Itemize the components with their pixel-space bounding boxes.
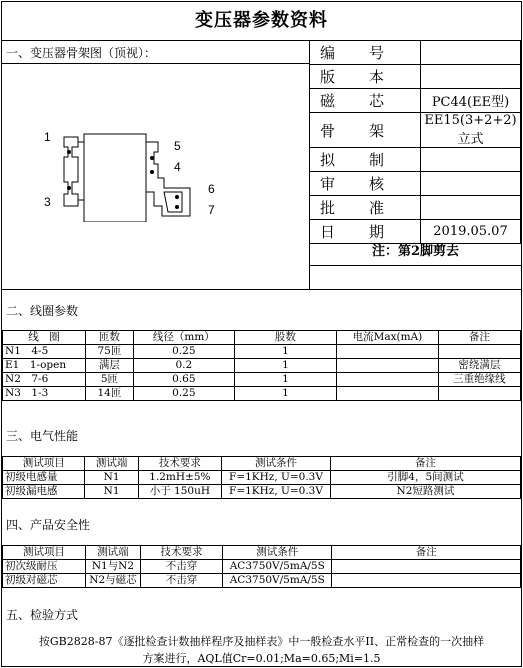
table-cell: N3 1-3	[3, 387, 86, 401]
info-key: 编号	[310, 41, 421, 65]
info-row	[310, 89, 521, 113]
section-5-heading: 五、检验方式	[6, 608, 79, 622]
table-row	[3, 560, 521, 574]
document-title: 变压器参数资料	[2, 2, 521, 41]
column-header: 股数	[234, 331, 336, 345]
info-row	[310, 172, 521, 196]
divider	[2, 63, 309, 64]
pin-label-5: 5	[174, 139, 181, 153]
table-row	[3, 574, 521, 588]
table-cell: N1	[85, 485, 138, 499]
info-value	[421, 172, 521, 196]
coil-table	[2, 330, 521, 401]
section-2-heading: 二、线圈参数	[6, 304, 79, 318]
column-header: 测试端	[86, 546, 141, 560]
table-cell: N1与N2	[86, 560, 141, 574]
table-cell: N1 4-5	[3, 345, 86, 359]
table-header-row	[3, 546, 521, 560]
column-header: 测试条件	[222, 457, 331, 471]
table-cell	[337, 387, 439, 401]
divider	[2, 289, 521, 290]
table-cell	[337, 373, 439, 387]
info-key: 日期	[310, 220, 421, 244]
table-cell: N2与磁芯	[86, 574, 141, 588]
footer-line-2: 方案进行，AQL值Cr=0.01;Ma=0.65;Mi=1.5	[142, 652, 381, 665]
table-cell: 75匝	[86, 345, 134, 359]
pin-label-6: 6	[208, 182, 215, 196]
table-cell	[438, 345, 520, 359]
table-row	[3, 471, 521, 485]
electrical-table	[2, 456, 521, 499]
table-cell	[438, 387, 520, 401]
info-value: EE15(3+2+2)立式	[421, 113, 521, 148]
column-header: 测试项目	[3, 457, 85, 471]
info-row	[310, 65, 521, 89]
column-header: 备注	[332, 546, 521, 560]
table-cell	[332, 574, 521, 588]
table-cell: 初级电感量	[3, 471, 85, 485]
table-cell: 0.2	[133, 359, 234, 373]
table-cell: AC3750V/5mA/5S	[223, 560, 332, 574]
info-row	[310, 113, 521, 148]
table-cell: E1 1-open	[3, 359, 86, 373]
table-cell: 1.2mH±5%	[138, 471, 221, 485]
info-key: 磁芯	[310, 89, 421, 113]
info-row	[310, 196, 521, 220]
table-cell: 引脚4，5间测试	[330, 471, 520, 485]
divider	[309, 265, 521, 266]
table-cell	[337, 359, 439, 373]
table-cell: 初级漏电感	[3, 485, 85, 499]
column-header: 匝数	[86, 331, 134, 345]
info-value: 2019.05.07	[421, 220, 521, 244]
table-cell: 14匝	[86, 387, 134, 401]
table-cell: 满层	[86, 359, 134, 373]
table-cell: 1	[234, 387, 336, 401]
pin-label-3: 3	[44, 195, 51, 209]
info-key: 骨架	[310, 113, 421, 148]
table-row	[3, 373, 521, 387]
table-cell: 初级对磁芯	[3, 574, 86, 588]
footer-line-1: 按GB2828-87《逐批检查计数抽样程序及抽样表》中一般检查水平II、正常检查的一次抽样	[38, 635, 485, 648]
table-cell: 0.25	[133, 387, 234, 401]
table-cell: 0.25	[133, 345, 234, 359]
table-cell: 初次级耐压	[3, 560, 86, 574]
pin-label-1: 1	[44, 130, 51, 144]
info-value	[421, 41, 521, 65]
table-row	[3, 387, 521, 401]
table-row	[3, 485, 521, 499]
table-cell: 三重绝缘线	[438, 373, 520, 387]
table-cell	[337, 345, 439, 359]
info-key: 批准	[310, 196, 421, 220]
pin-label-4: 4	[174, 160, 181, 174]
column-header: 测试端	[85, 457, 138, 471]
section-4-heading: 四、产品安全性	[6, 518, 91, 532]
pin-label-7: 7	[208, 203, 215, 217]
table-cell: 0.65	[133, 373, 234, 387]
table-header-row	[3, 331, 521, 345]
table-cell: N2 7-6	[3, 373, 86, 387]
column-header: 线径（mm）	[133, 331, 234, 345]
column-header: 技术要求	[138, 457, 221, 471]
table-cell: F=1KHz, U=0.3V	[222, 485, 331, 499]
table-cell: 1	[234, 373, 336, 387]
safety-table	[2, 545, 521, 588]
column-header: 线 圈	[3, 331, 86, 345]
section-3-heading: 三、电气性能	[6, 429, 79, 443]
info-table	[309, 40, 521, 244]
table-header-row	[3, 457, 521, 471]
column-header: 测试条件	[223, 546, 332, 560]
note-text: 注：第2脚剪去	[371, 244, 460, 259]
info-row	[310, 41, 521, 65]
table-cell: 不击穿	[140, 560, 222, 574]
table-row	[3, 345, 521, 359]
table-cell: 密绕满层	[438, 359, 520, 373]
column-header: 测试项目	[3, 546, 86, 560]
table-cell: 不击穿	[140, 574, 222, 588]
table-cell: 1	[234, 345, 336, 359]
bobbin-diagram	[42, 122, 212, 222]
table-cell: N2短路测试	[330, 485, 520, 499]
column-header: 技术要求	[140, 546, 222, 560]
table-row	[3, 359, 521, 373]
section-1-heading: 一、变压器骨架图（顶视）：	[6, 46, 157, 60]
table-cell: F=1KHz, U=0.3V	[222, 471, 331, 485]
info-value: PC44(EE型)	[421, 89, 521, 113]
column-header: 备注	[330, 457, 520, 471]
table-cell: N1	[85, 471, 138, 485]
column-header: 电流Max(mA)	[337, 331, 439, 345]
info-key: 拟制	[310, 148, 421, 172]
table-cell: 小于 150uH	[138, 485, 221, 499]
document-frame	[1, 1, 522, 667]
table-cell	[332, 560, 521, 574]
info-value	[421, 148, 521, 172]
table-cell: 1	[234, 359, 336, 373]
info-value	[421, 196, 521, 220]
info-value	[421, 65, 521, 89]
info-row	[310, 148, 521, 172]
info-key: 审核	[310, 172, 421, 196]
table-cell: 5匝	[86, 373, 134, 387]
info-key: 版本	[310, 65, 421, 89]
table-cell: AC3750V/5mA/5S	[223, 574, 332, 588]
column-header: 备注	[438, 331, 520, 345]
